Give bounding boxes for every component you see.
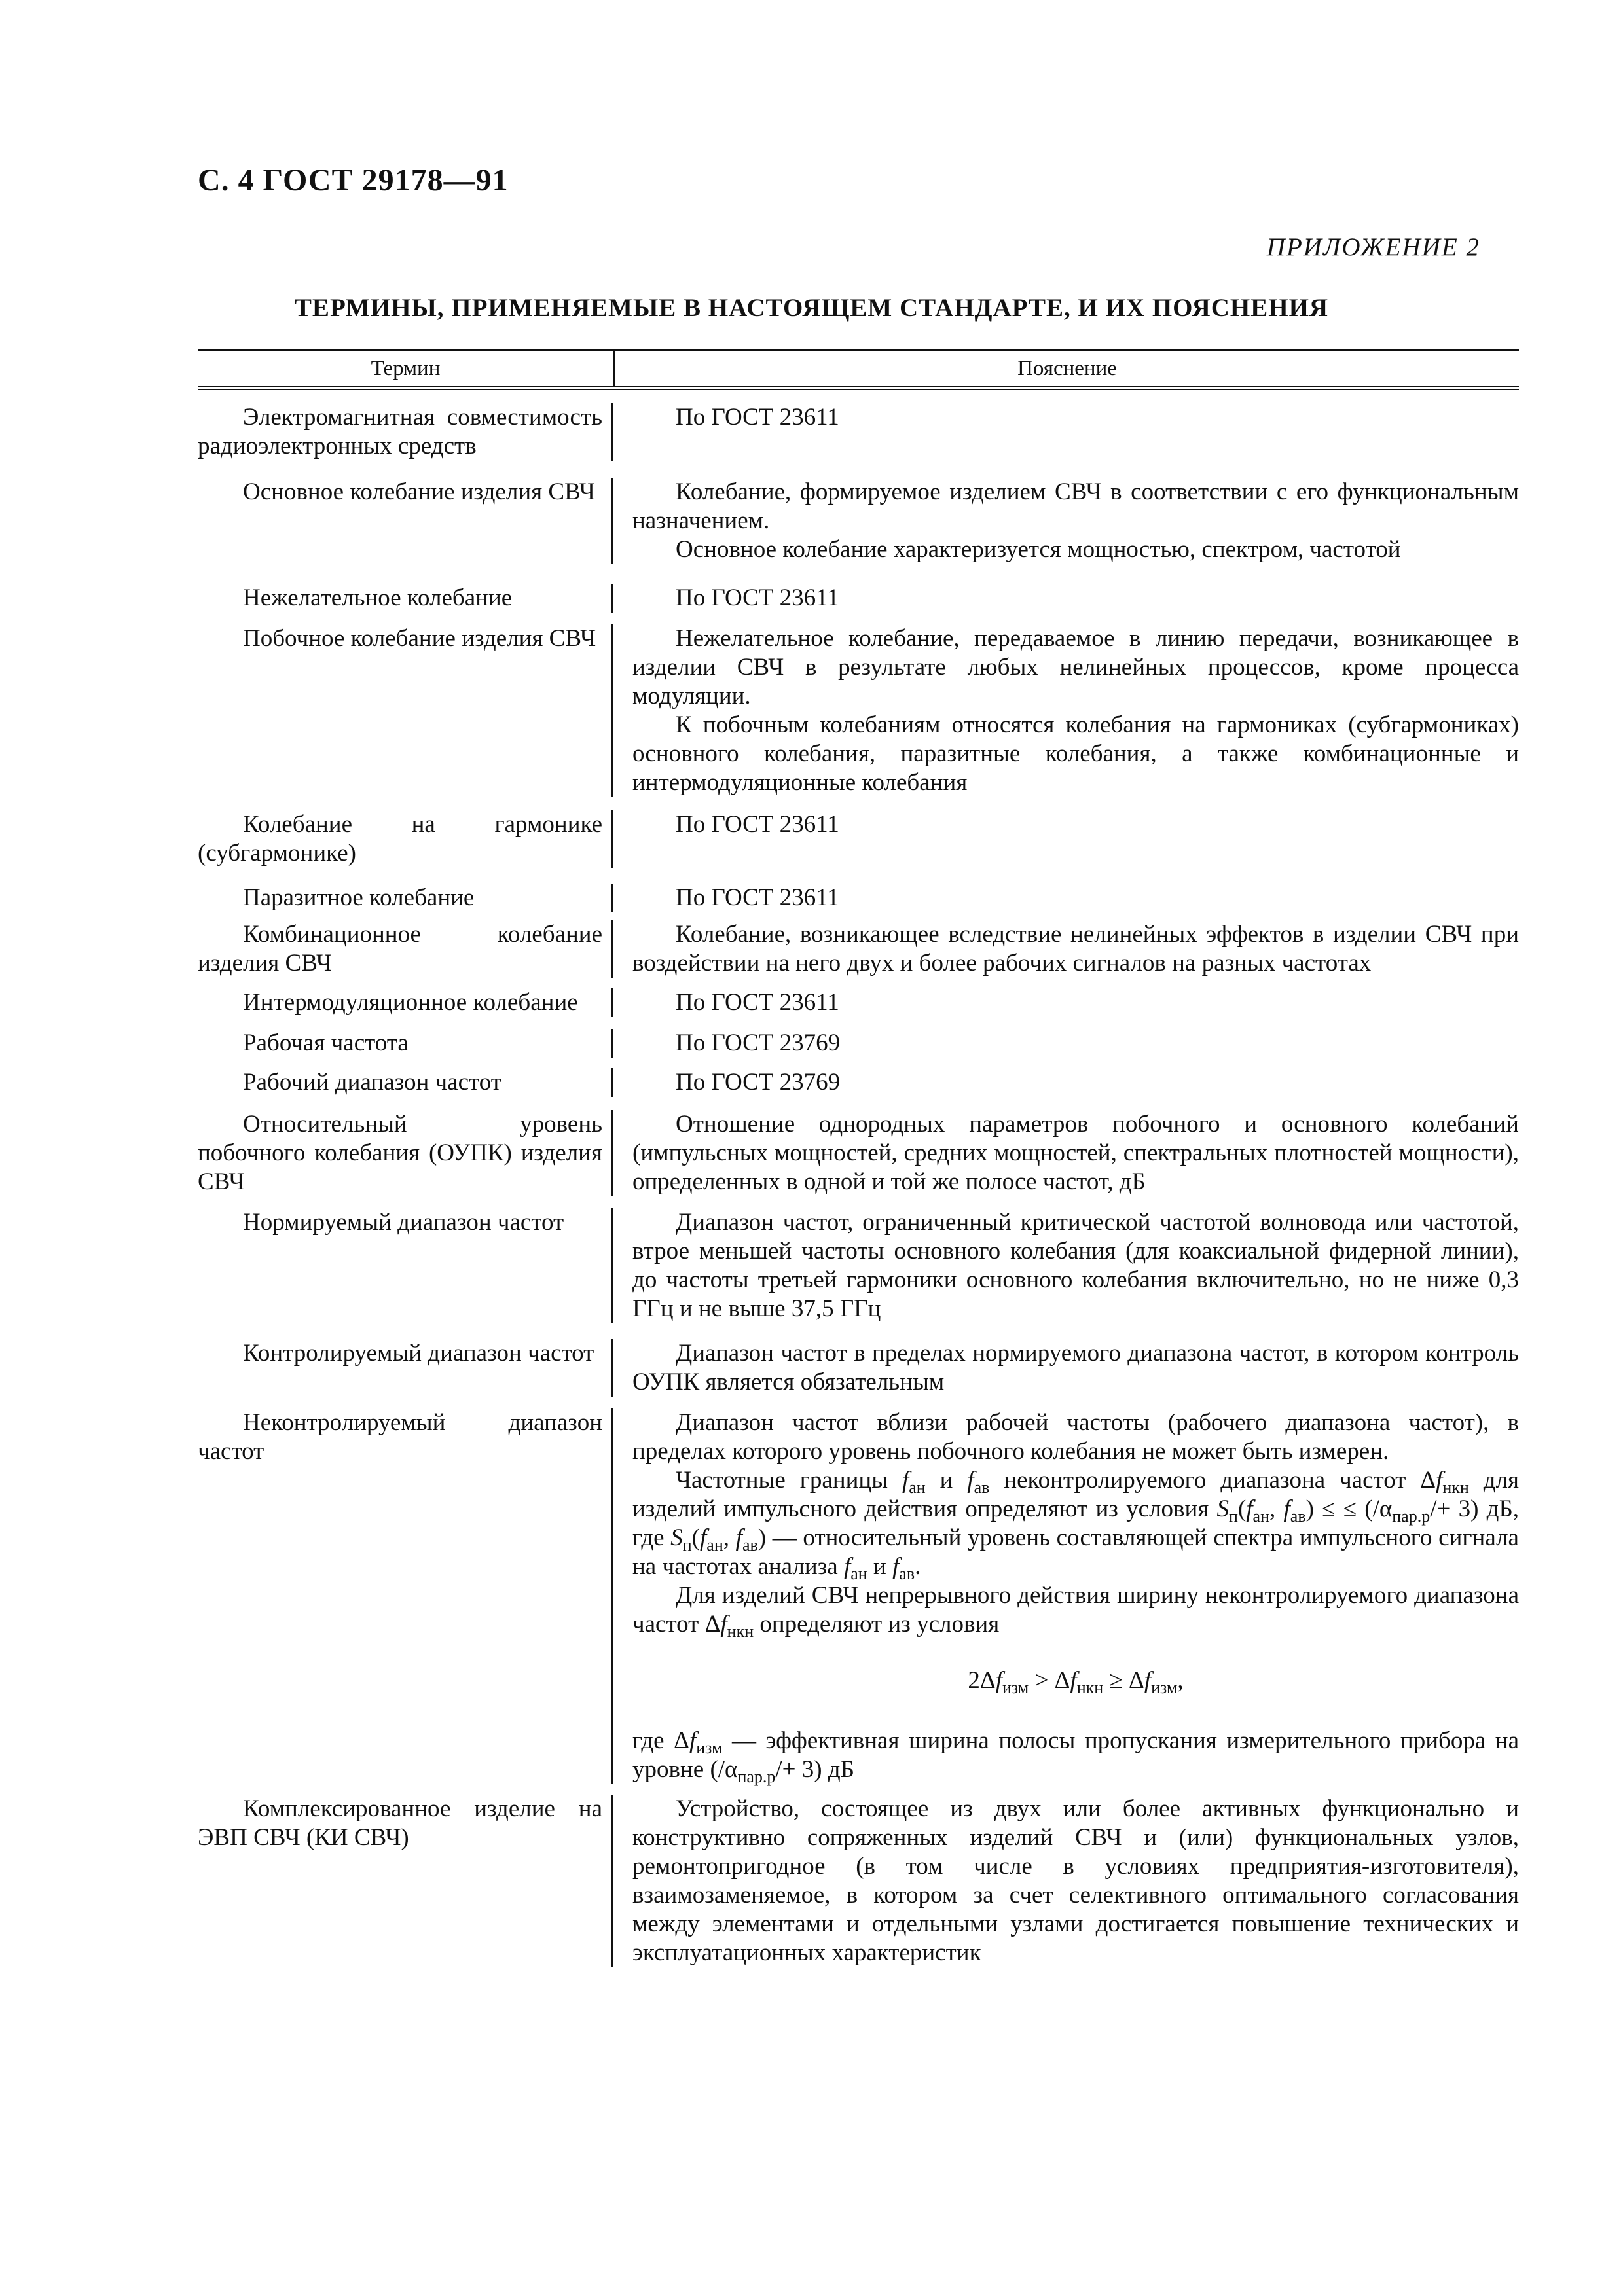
term-text: Контролируемый диапазон частот [243,1340,594,1367]
explanation-cell [613,988,1519,1017]
explanation-paragraph: Устройство, состоящее из двух или более активных функционально и конструктивно сопряженных изделий СВЧ и (или) функциональных узлов, ремонтопригодное (в том числе в условиях предприятия-изготовителя), взаимозаменяемое, в котором за счет селективного оптимального согласования между элементами и отдельными узлами достигается повышение технических и эксплуатационных характеристик [632,1795,1519,1966]
explanation-cell [613,1068,1519,1097]
explanation-cell [613,1208,1519,1323]
term-cell [198,478,613,564]
term-text: Комплексированное изделие на ЭВП СВЧ (КИ СВЧ) [198,1795,602,1851]
term-text: Нормируемый диапазон частот [243,1209,564,1236]
term-cell [198,1339,613,1397]
explanation-cell [613,403,1519,461]
column-header-explanation: Пояснение [1017,356,1117,380]
term-cell [198,1408,613,1784]
term-cell [198,584,613,613]
term-text: Нежелательное колебание [243,584,513,611]
term-text: Комбинационное колебание изделия СВЧ [198,921,602,977]
term-text: Электромагнитная совместимость радиоэлектронных средств [198,404,602,459]
term-text: Рабочая частота [243,1030,409,1056]
explanation-paragraph: Нежелательное колебание, передаваемое в линию передачи, возникающее в изделии СВЧ в результате любых нелинейных процессов, кроме процесса модуляции. [632,625,1519,709]
explanation-paragraph: По ГОСТ 23611 [676,404,839,431]
term-cell [198,624,613,797]
explanation-paragraph: где $\Delta f_{изм}$ — эффективная ширина полосы пропускания измерительного прибора на уровне $(/\alpha_{пар.р}/+ 3)$ дБ [632,1727,1520,1786]
page-reference: С. 4 ГОСТ 29178—91 [198,163,509,198]
explanation-cell [613,1339,1519,1397]
table-row [198,390,1519,465]
table-row [198,984,1519,1024]
table-row [198,619,1519,802]
table-row [198,1203,1519,1333]
explanation-paragraph: Диапазон частот, ограниченный критической частотой волновода или частотой, втрое меньшей частоты основного колебания (для коаксиальной фидерной линии), до частоты третьей гармоники основного колебания включительно, но не ниже 0,3 ГГц и не выше 37,5 ГГц [632,1209,1519,1322]
explanation-cell [613,478,1519,564]
terms-table [198,349,1519,1967]
term-cell [198,920,613,978]
formula: $2\Delta f_{изм} > \Delta f_{нкн} \ge \Delta f_{изм}$, [968,1667,1184,1697]
table-row [198,465,1519,571]
document-title: ТЕРМИНЫ, ПРИМЕНЯЕМЫЕ В НАСТОЯЩЕМ СТАНДАРТЕ, И ИХ ПОЯСНЕНИЯ [294,294,1329,322]
table-row [198,1024,1519,1064]
term-text: Интермодуляционное колебание [243,989,578,1016]
explanation-cell [613,1029,1519,1058]
column-header-term: Термин [198,351,615,386]
term-text: Колебание на гармонике (субгармонике) [198,811,602,867]
explanation-paragraph: Для изделий СВЧ непрерывного действия ширину неконтролируемого диапазона частот $\Delta f_{нкн}$ определяют из условия [632,1582,1519,1641]
term-cell [198,810,613,868]
explanation-paragraph: Колебание, возникающее вследствие нелинейных эффектов в изделии СВЧ при воздействии на него двух и более рабочих сигналов на разных частотах [632,921,1519,977]
explanation-cell [613,1110,1519,1196]
term-cell [198,1795,613,1967]
explanation-paragraph: Частотные границы $f_{ан}$ и $f_{ав}$ неконтролируемого диапазона частот $\Delta f_{нкн}$ для изделий импульсного действия определяют из условия $S_п(f_{ан}$, $f_{ав}$) ≤ ≤ $(/\alpha_{пар.р}/+ 3)$ дБ, где $S_п(f_{ан}$, $f_{ав}$) — относительный уровень составляющей спектра импульсного сигнала на частотах анализа $f_{ан}$ и $f_{ав}$. [632,1467,1520,1583]
explanation-cell [613,1795,1519,1967]
explanation-paragraph: Основное колебание характеризуется мощностью, спектром, частотой [676,536,1401,563]
term-text: Неконтролируемый диапазон частот [198,1409,602,1465]
term-cell [198,988,613,1017]
explanation-paragraph: По ГОСТ 23769 [676,1069,841,1096]
term-text: Основное колебание изделия СВЧ [243,478,595,505]
term-cell [198,884,613,912]
explanation-cell [613,810,1519,868]
explanation-paragraph: Отношение однородных параметров побочного и основного колебаний (импульсных мощностей, средних мощностей, спектральных плотностей мощности), определенных в одной и той же полосе частот, дБ [632,1111,1519,1195]
explanation-cell [613,884,1519,912]
term-cell [198,1110,613,1196]
table-row [198,571,1519,619]
term-cell [198,1029,613,1058]
term-cell [198,403,613,461]
explanation-paragraph: По ГОСТ 23611 [676,584,839,611]
term-cell [198,1208,613,1323]
appendix-label: ПРИЛОЖЕНИЕ 2 [1266,233,1480,261]
explanation-cell [613,584,1519,613]
explanation-paragraph: По ГОСТ 23611 [676,811,839,838]
term-text: Относительный уровень побочного колебания (ОУПК) изделия СВЧ [198,1111,602,1195]
table-row [198,873,1519,919]
term-text: Побочное колебание изделия СВЧ [243,625,596,652]
explanation-paragraph: По ГОСТ 23769 [676,1030,841,1056]
table-header [198,351,1519,390]
explanation-paragraph: Колебание, формируемое изделием СВЧ в соответствии с его функциональным назначением. [632,478,1519,534]
explanation-paragraph: По ГОСТ 23611 [676,884,839,911]
explanation-paragraph: Диапазон частот вблизи рабочей частоты (рабочего диапазона частот), в пределах которого уровень побочного колебания не может быть измерен. [632,1409,1519,1465]
term-cell [198,1068,613,1097]
explanation-paragraph: Диапазон частот в пределах нормируемого диапазона частот, в котором контроль ОУПК является обязательным [632,1340,1519,1395]
term-text: Рабочий диапазон частот [243,1069,501,1096]
explanation-cell [613,1408,1519,1784]
explanation-cell [613,624,1519,797]
table-body [198,390,1519,1967]
table-row [198,1789,1519,1967]
explanation-cell [613,920,1519,978]
table-row [198,1333,1519,1403]
explanation-paragraph: К побочным колебаниям относятся колебания на гармониках (субгармониках) основного колебания, паразитные колебания, а также комбинационные и интермодуляционные колебания [632,711,1519,796]
table-row [198,1103,1519,1203]
term-text: Паразитное колебание [243,884,475,911]
explanation-paragraph: По ГОСТ 23611 [676,989,839,1016]
table-row [198,1064,1519,1103]
table-row [198,919,1519,984]
table-row [198,802,1519,873]
table-row [198,1403,1519,1789]
